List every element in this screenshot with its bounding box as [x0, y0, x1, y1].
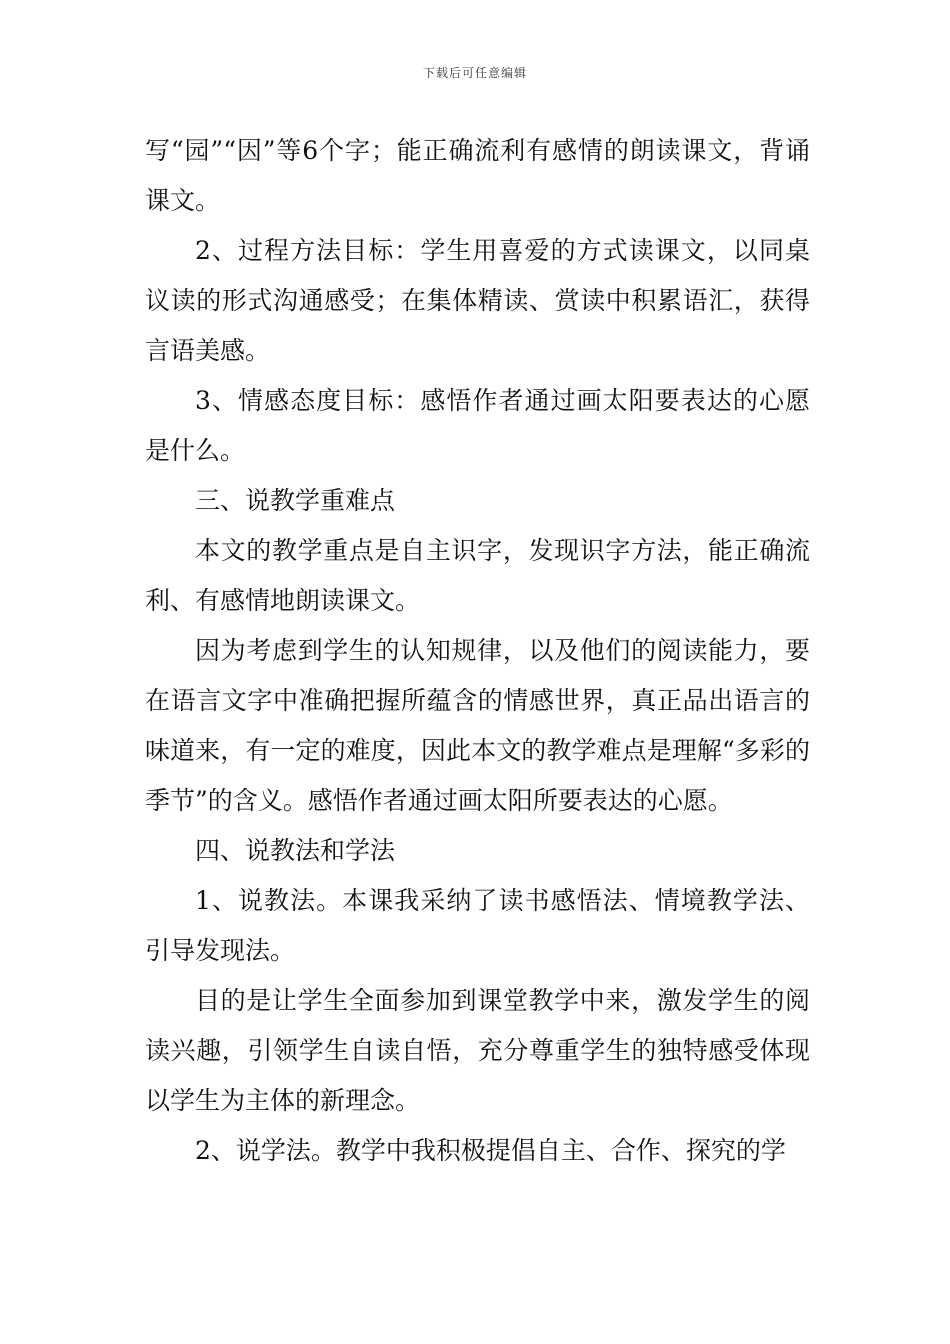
paragraph-difficult-point: 因为考虑到学生的认知规律，以及他们的阅读能力，要在语言文字中准确把握所蕴含的情感世界，真正品出语言的味道来，有一定的难度，因此本文的教学难点是理解“多彩的季节”的含义。感悟作者通过画太阳所要表达的心愿。 [145, 636, 810, 815]
paragraph-teaching-method: 1、说教法。本课我采纳了读书感悟法、情境教学法、引导发现法。 [145, 886, 810, 965]
paragraph-purpose: 目的是让学生全面参加到课堂教学中来，激发学生的阅读兴趣，引领学生自读自悟，充分尊重学生的独特感受体现以学生为主体的新理念。 [145, 986, 810, 1115]
paragraph-learning-method: 2、说学法。教学中我积极提倡自主、合作、探究的学 [195, 1136, 786, 1165]
page-header-note: 下载后可任意编辑 [422, 66, 527, 80]
paragraph-key-point: 本文的教学重点是自主识字，发现识字方法，能正确流利、有感情地朗读课文。 [145, 536, 810, 615]
paragraph-process-goal: 2、过程方法目标：学生用喜爱的方式读课文，以同桌议读的形式沟通感受；在集体精读、赏读中积累语汇，获得言语美感。 [145, 236, 810, 365]
paragraph-emotion-goal: 3、情感态度目标：感悟作者通过画太阳要表达的心愿是什么。 [145, 386, 810, 465]
document-body [145, 126, 810, 1176]
section-heading-key-points: 三、说教学重难点 [195, 486, 396, 515]
section-heading-methods: 四、说教法和学法 [195, 836, 396, 865]
paragraph-continuation: 写“园”“因”等6个字；能正确流利有感情的朗读课文，背诵课文。 [145, 136, 810, 215]
